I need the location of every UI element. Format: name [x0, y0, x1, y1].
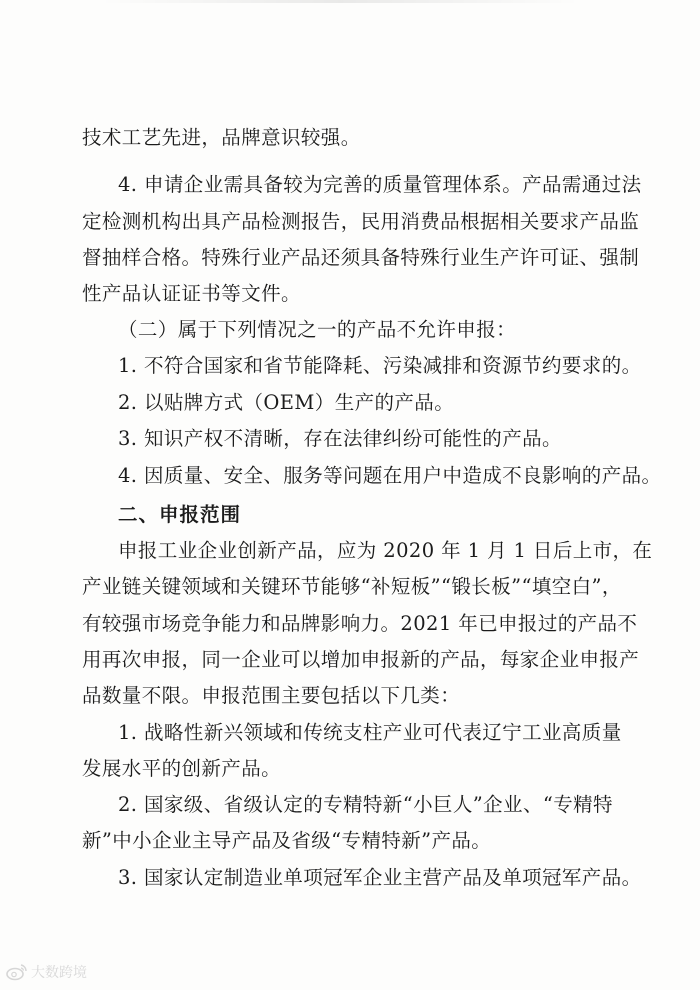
list-item: 4. 因质量、安全、服务等问题在用户中造成不良影响的产品。	[118, 464, 662, 487]
list-item: 3. 国家认定制造业单项冠军企业主营产品及单项冠军产品。	[118, 866, 642, 889]
body-line: 产业链关键领域和关键环节能够“补短板”“锻长板”“填空白”，	[82, 575, 622, 598]
body-line: 性产品认证证书等文件。	[82, 282, 301, 305]
body-line: 用再次申报，同一企业可以增加申报新的产品，每家企业申报产	[82, 648, 640, 671]
body-line: 申报工业企业创新产品，应为 2020 年 1 月 1 日后上市，在	[118, 539, 653, 562]
body-line: 定检测机构出具产品检测报告，民用消费品根据相关要求产品监	[82, 210, 640, 233]
body-line: 新”中小企业主导产品及省级“专精特新”产品。	[82, 829, 492, 852]
scan-artifact	[100, 0, 580, 3]
section-subheading: （二）属于下列情况之一的产品不允许申报：	[118, 318, 517, 341]
body-line: 有较强市场竞争能力和品牌影响力。2021 年已申报过的产品不	[82, 612, 638, 635]
section-heading: 二、申报范围	[118, 503, 242, 526]
list-item: 2. 以贴牌方式（OEM）生产的产品。	[118, 391, 455, 414]
watermark-text: 大数跨境	[31, 965, 87, 981]
body-line: 品数量不限。申报范围主要包括以下几类：	[82, 684, 461, 707]
body-line: 督抽样合格。特殊行业产品还须具备特殊行业生产许可证、强制	[82, 246, 640, 269]
list-item: 1. 战略性新兴领域和传统支柱产业可代表辽宁工业高质量	[118, 721, 622, 744]
watermark	[6, 962, 87, 982]
list-item: 2. 国家级、省级认定的专精特新“小巨人”企业、“专精特	[118, 793, 613, 816]
list-item: 3. 知识产权不清晰，存在法律纠纷可能性的产品。	[118, 427, 562, 450]
body-line: 4. 申请企业需具备较为完善的质量管理体系。产品需通过法	[118, 173, 642, 196]
list-item: 1. 不符合国家和省节能降耗、污染减排和资源节约要求的。	[118, 354, 642, 377]
weibo-logo-icon	[6, 963, 28, 981]
body-line: 技术工艺先进，品牌意识较强。	[82, 126, 361, 149]
body-line: 发展水平的创新产品。	[82, 757, 282, 780]
